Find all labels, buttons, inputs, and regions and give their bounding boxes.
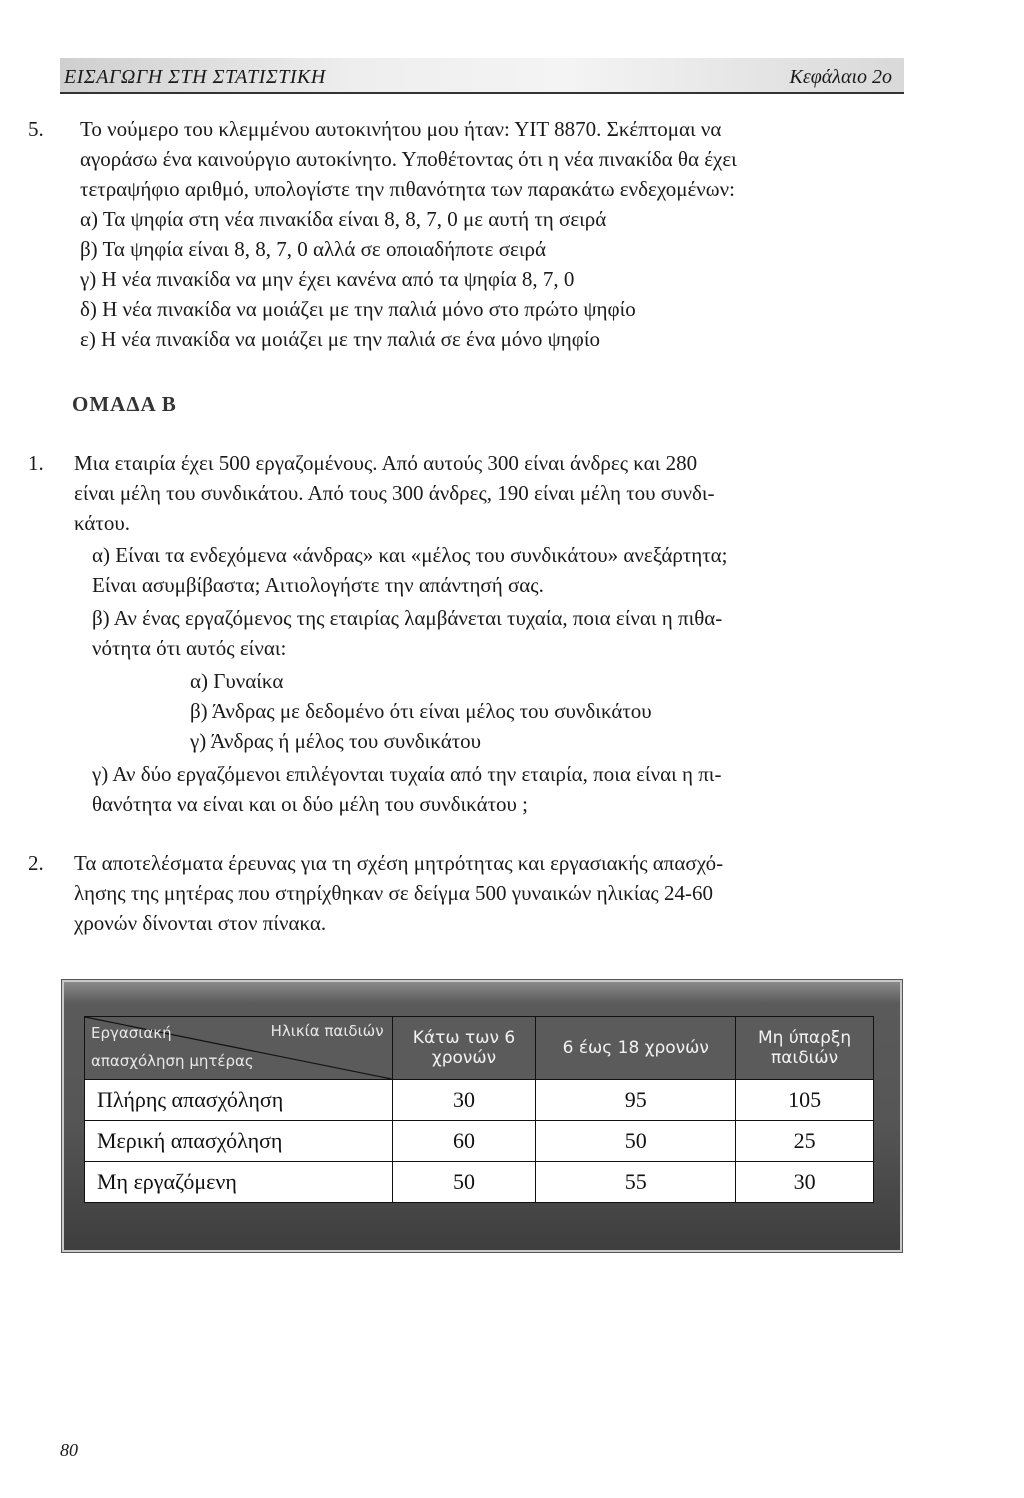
- exercise-1-sub-a: α) Γυναίκα: [190, 669, 284, 693]
- column-header: Κάτω των 6 χρονών: [392, 1017, 536, 1080]
- exercise-2-line: Τα αποτελέσματα έρευνας για τη σχέση μητρότητας και εργασιακής απασχό-: [74, 851, 724, 875]
- exercise-1-line: κάτου.: [74, 511, 130, 535]
- table-cell: 55: [536, 1162, 736, 1203]
- exercise-5-number: 5.: [28, 117, 44, 141]
- exercise-1-sub-c: γ) Άνδρας ή μέλος του συνδικάτου: [190, 729, 482, 753]
- column-header: 6 έως 18 χρονών: [536, 1017, 736, 1080]
- corner-label-top-left: Εργασιακή: [91, 1024, 172, 1042]
- row-label: Μη εργαζόμενη: [85, 1162, 393, 1203]
- exercise-5-item-e: ε) Η νέα πινακίδα να μοιάζει με την παλιά σε ένα μόνο ψηφίο: [80, 327, 601, 351]
- running-header: [60, 58, 904, 94]
- exercise-1-line: είναι μέλη του συνδικάτου. Από τους 300 άνδρες, 190 είναι μέλη του συνδι-: [74, 481, 715, 505]
- exercise-5-line: αγοράσω ένα καινούργιο αυτοκίνητο. Υποθέτοντας ότι η νέα πινακίδα θα έχει: [80, 147, 737, 171]
- column-header: Μη ύπαρξη παιδιών: [736, 1017, 874, 1080]
- table-cell: 50: [392, 1162, 536, 1203]
- exercise-5-item-b: β) Τα ψηφία είναι 8, 8, 7, 0 αλλά σε οποιαδήποτε σειρά: [80, 237, 546, 261]
- exercise-1-line: Είναι ασυμβίβαστα; Αιτιολογήστε την απάντησή σας.: [92, 573, 544, 597]
- exercise-1-question-a: α) Είναι τα ενδεχόμενα «άνδρας» και «μέλος του συνδικάτου» ανεξάρτητα;: [92, 543, 728, 567]
- header-chapter: Κεφάλαιο 2ο: [789, 66, 892, 88]
- page-number: 80: [60, 1440, 78, 1460]
- exercise-5-line: τετραψήφιο αριθμό, υπολογίστε την πιθανότητα των παρακάτω ενδεχομένων:: [80, 177, 735, 201]
- exercise-1-line: Μια εταιρία έχει 500 εργαζομένους. Από αυτούς 300 είναι άνδρες και 280: [74, 451, 698, 475]
- table-cell: 95: [536, 1080, 736, 1121]
- table-cell: 30: [392, 1080, 536, 1121]
- table-corner-cell: [85, 1017, 393, 1080]
- row-label: Μερική απασχόληση: [85, 1121, 393, 1162]
- exercise-1-sub-b: β) Άνδρας με δεδομένο ότι είναι μέλος του συνδικάτου: [190, 699, 652, 723]
- table-cell: 25: [736, 1121, 874, 1162]
- header-book-title: ΕΙΣΑΓΩΓΗ ΣΤΗ ΣΤΑΤΙΣΤΙΚΗ: [64, 66, 326, 88]
- table-cell: 30: [736, 1162, 874, 1203]
- data-table: [84, 1016, 874, 1203]
- row-label: Πλήρης απασχόληση: [85, 1080, 393, 1121]
- exercise-5-item-d: δ) Η νέα πινακίδα να μοιάζει με την παλιά μόνο στο πρώτο ψηφίο: [80, 297, 636, 321]
- table-cell: 50: [536, 1121, 736, 1162]
- table-row: [85, 1080, 874, 1121]
- exercise-1-question-b: β) Αν ένας εργαζόμενος της εταιρίας λαμβάνεται τυχαία, ποια είναι η πιθα-: [92, 606, 723, 630]
- corner-label-bottom-left: απασχόληση μητέρας: [91, 1052, 254, 1070]
- exercise-2-line: χρονών δίνονται στον πίνακα.: [74, 911, 327, 935]
- exercise-1-question-c: γ) Αν δύο εργαζόμενοι επιλέγονται τυχαία από την εταιρία, ποια είναι η πι-: [92, 762, 722, 786]
- exercise-5-item-c: γ) Η νέα πινακίδα να μην έχει κανένα από τα ψηφία 8, 7, 0: [80, 267, 575, 291]
- exercise-2-number: 2.: [28, 851, 44, 875]
- table-row: [85, 1162, 874, 1203]
- table-cell: 60: [392, 1121, 536, 1162]
- section-title: ΟΜΑΔΑ Β: [72, 392, 177, 416]
- table-cell: 105: [736, 1080, 874, 1121]
- exercise-5-line: Το νούμερο του κλεμμένου αυτοκινήτου μου ήταν: ΥΙΤ 8870. Σκέπτομαι να: [80, 117, 722, 141]
- exercise-2-line: λησης της μητέρας που στηρίχθηκαν σε δείγμα 500 γυναικών ηλικίας 24-60: [74, 881, 713, 905]
- exercise-1-line: θανότητα να είναι και οι δύο μέλη του συνδικάτου ;: [92, 792, 528, 816]
- exercise-1-number: 1.: [28, 451, 44, 475]
- table-row: [85, 1121, 874, 1162]
- exercise-5-item-a: α) Τα ψηφία στη νέα πινακίδα είναι 8, 8, 7, 0 με αυτή τη σειρά: [80, 207, 607, 231]
- exercise-1-line: νότητα ότι αυτός είναι:: [92, 636, 287, 660]
- table-header-row: [85, 1017, 874, 1080]
- corner-label-top-right: Ηλικία παιδιών: [270, 1022, 384, 1040]
